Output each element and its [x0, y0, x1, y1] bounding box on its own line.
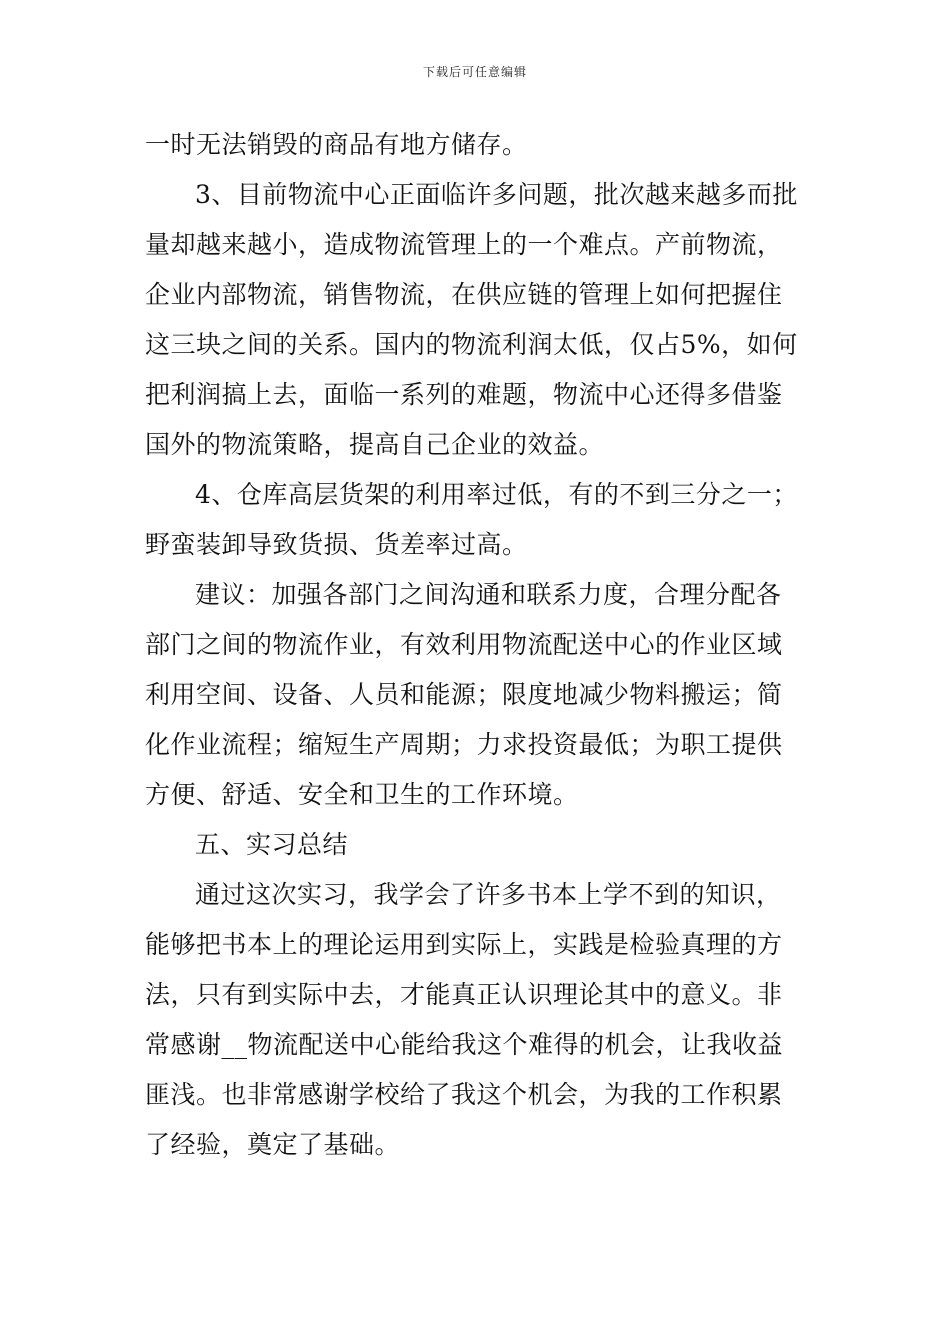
section-heading: 五、实习总结	[195, 830, 349, 859]
text-line: 法，只有到实际中去，才能真正认识理论其中的意义。非	[145, 980, 783, 1009]
text-line: 利用空间、设备、人员和能源；限度地减少物料搬运；简	[145, 680, 783, 709]
text-line: 国外的物流策略，提高自己企业的效益。	[145, 430, 605, 459]
text-line: 一时无法销毁的商品有地方储存。	[145, 130, 528, 159]
text-line: 这三块之间的关系。国内的物流利润太低，仅占5%，如何	[145, 330, 798, 359]
text-line: 部门之间的物流作业，有效利用物流配送中心的作业区域	[145, 630, 783, 659]
text-line: 化作业流程；缩短生产周期；力求投资最低；为职工提供	[145, 730, 783, 759]
text-line: 量却越来越小，造成物流管理上的一个难点。产前物流，	[145, 230, 783, 259]
text-line: 匪浅。也非常感谢学校给了我这个机会，为我的工作积累	[145, 1080, 783, 1109]
text-line: 3、目前物流中心正面临许多问题，批次越来越多而批	[195, 180, 798, 209]
text-line: 能够把书本上的理论运用到实际上，实践是检验真理的方	[145, 930, 783, 959]
text-line: 4、仓库高层货架的利用率过低，有的不到三分之一；	[195, 480, 798, 509]
text-line: 建议：加强各部门之间沟通和联系力度，合理分配各	[195, 580, 782, 609]
text-line: 了经验，奠定了基础。	[145, 1130, 401, 1159]
text-line: 企业内部物流，销售物流，在供应链的管理上如何把握住	[145, 280, 783, 309]
document-body	[145, 120, 807, 1170]
text-line: 通过这次实习，我学会了许多书本上学不到的知识，	[195, 880, 782, 909]
page-header: 下载后可任意编辑	[422, 65, 527, 79]
text-line: 野蛮装卸导致货损、货差率过高。	[145, 530, 528, 559]
text-line: 把利润搞上去，面临一系列的难题，物流中心还得多借鉴	[145, 380, 783, 409]
text-line: 常感谢__物流配送中心能给我这个难得的机会，让我收益	[145, 1030, 784, 1059]
text-line: 方便、舒适、安全和卫生的工作环境。	[145, 780, 579, 809]
